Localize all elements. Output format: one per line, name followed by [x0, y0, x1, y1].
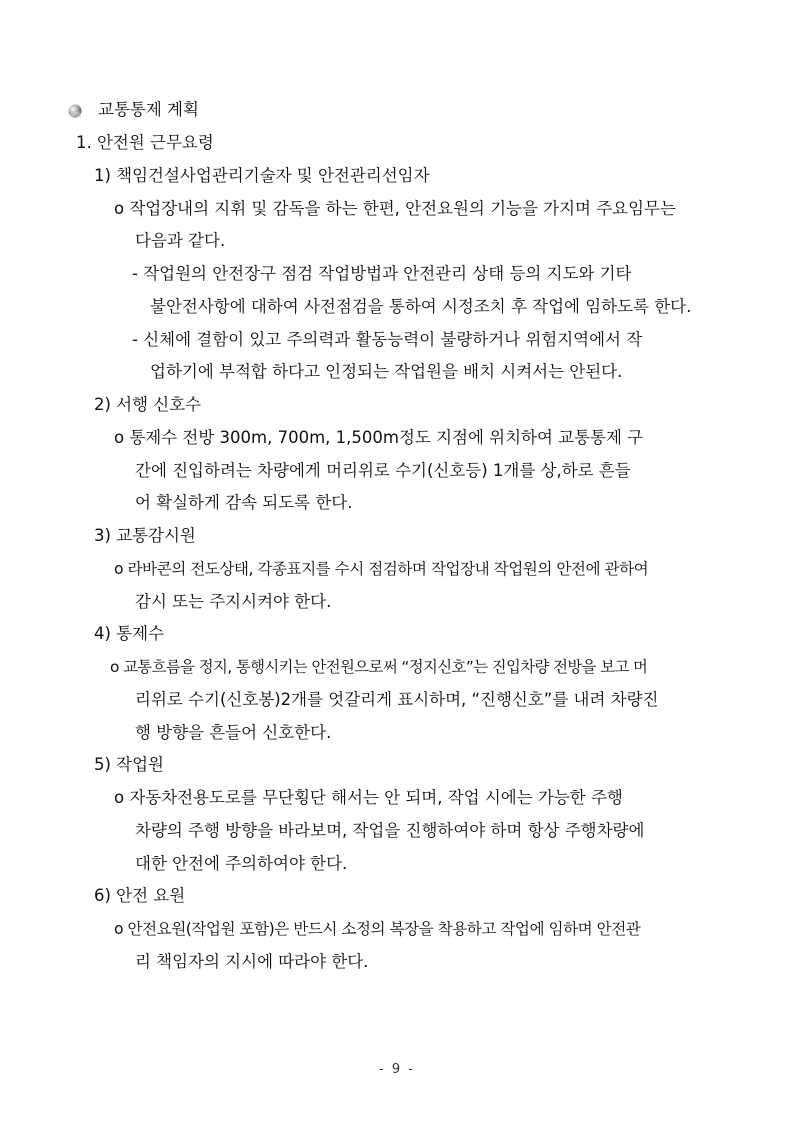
item-4-bullet-line-3: 행 방향을 흔들어 신호한다.	[135, 723, 332, 742]
sphere-bullet-icon	[68, 104, 82, 118]
item-5-bullet-line-1: o 자동차전용도로를 무단횡단 해서는 안 되며, 작업 시에는 가능한 주행	[114, 788, 623, 807]
item-heading-4: 4) 통제수	[94, 624, 164, 643]
item-heading-3: 3) 교통감시원	[94, 526, 196, 545]
item-2-bullet-line-1: o 통제수 전방 300m, 700m, 1,500m정도 지점에 위치하여 교통통제 구	[114, 428, 644, 447]
bullet-text: o 작업장내의 지휘 및 감독을 하는 한편, 안전요원의 기능을 가지며 주요임무는	[114, 199, 676, 218]
item-5-bullet-line-2: 차량의 주행 방향을 바라보며, 작업을 진행하여야 하며 항상 주행차량에	[135, 821, 645, 840]
item-2-bullet-line-2: 간에 진입하려는 차량에게 머리위로 수기(신호등) 1개를 상,하로 흔들	[135, 461, 631, 480]
item-1-sub-1-line-1: - 작업원의 안전장구 점검 작업방법과 안전관리 상태 등의 지도와 기타	[132, 264, 632, 283]
item-6-bullet-line-2: 리 책임자의 지시에 따라야 한다.	[135, 952, 369, 971]
item-4-bullet-line-2: 리위로 수기(신호봉)2개를 엇갈리게 표시하며, “진행신호”를 내려 차량진	[135, 690, 659, 709]
item-1-sub-2-line-2: 업하기에 부적합 하다고 인정되는 작업원을 배치 시켜서는 안된다.	[150, 362, 623, 381]
item-1-sub-2-line-1: - 신체에 결함이 있고 주의력과 활동능력이 불량하거나 위험지역에서 작	[132, 330, 643, 349]
item-3-bullet-line-2: 감시 또는 주지시켜야 한다.	[135, 592, 332, 611]
item-1-bullet-line-1	[114, 199, 751, 219]
item-heading-2: 2) 서행 신호수	[94, 395, 202, 414]
item-heading-6: 6) 안전 요원	[94, 886, 186, 905]
item-5-bullet-line-3: 대한 안전에 주의하여야 한다.	[135, 854, 348, 873]
item-1-sub-1-line-2: 불안전사항에 대하여 사전점검을 통하여 시정조치 후 작업에 임하도록 한다.	[150, 297, 692, 316]
item-3-bullet-line-1: o 라바콘의 전도상태, 각종표지를 수시 점검하며 작업장내 작업원의 안전에 관하여	[114, 560, 649, 578]
heading-1: 1. 안전원 근무요령	[76, 133, 214, 152]
item-1-bullet-line-2: 다음과 같다.	[135, 231, 226, 250]
item-heading-1: 1) 책임건설사업관리기술자 및 안전관리선임자	[94, 166, 430, 185]
item-4-bullet-line-1: o 교통흐름을 정지, 통행시키는 안전원으로써 “정지신호”는 진입차량 전방을 보고 머	[110, 658, 648, 676]
page-number: - 9 -	[379, 1062, 415, 1077]
section-title: 교통통제 계획	[98, 100, 199, 119]
item-2-bullet-line-3: 어 확실하게 감속 되도록 한다.	[135, 493, 353, 512]
item-heading-5: 5) 작업원	[94, 755, 164, 774]
item-6-bullet-line-1: o 안전요원(작업원 포함)은 반드시 소정의 복장을 착용하고 작업에 임하며 안전관	[114, 920, 641, 938]
